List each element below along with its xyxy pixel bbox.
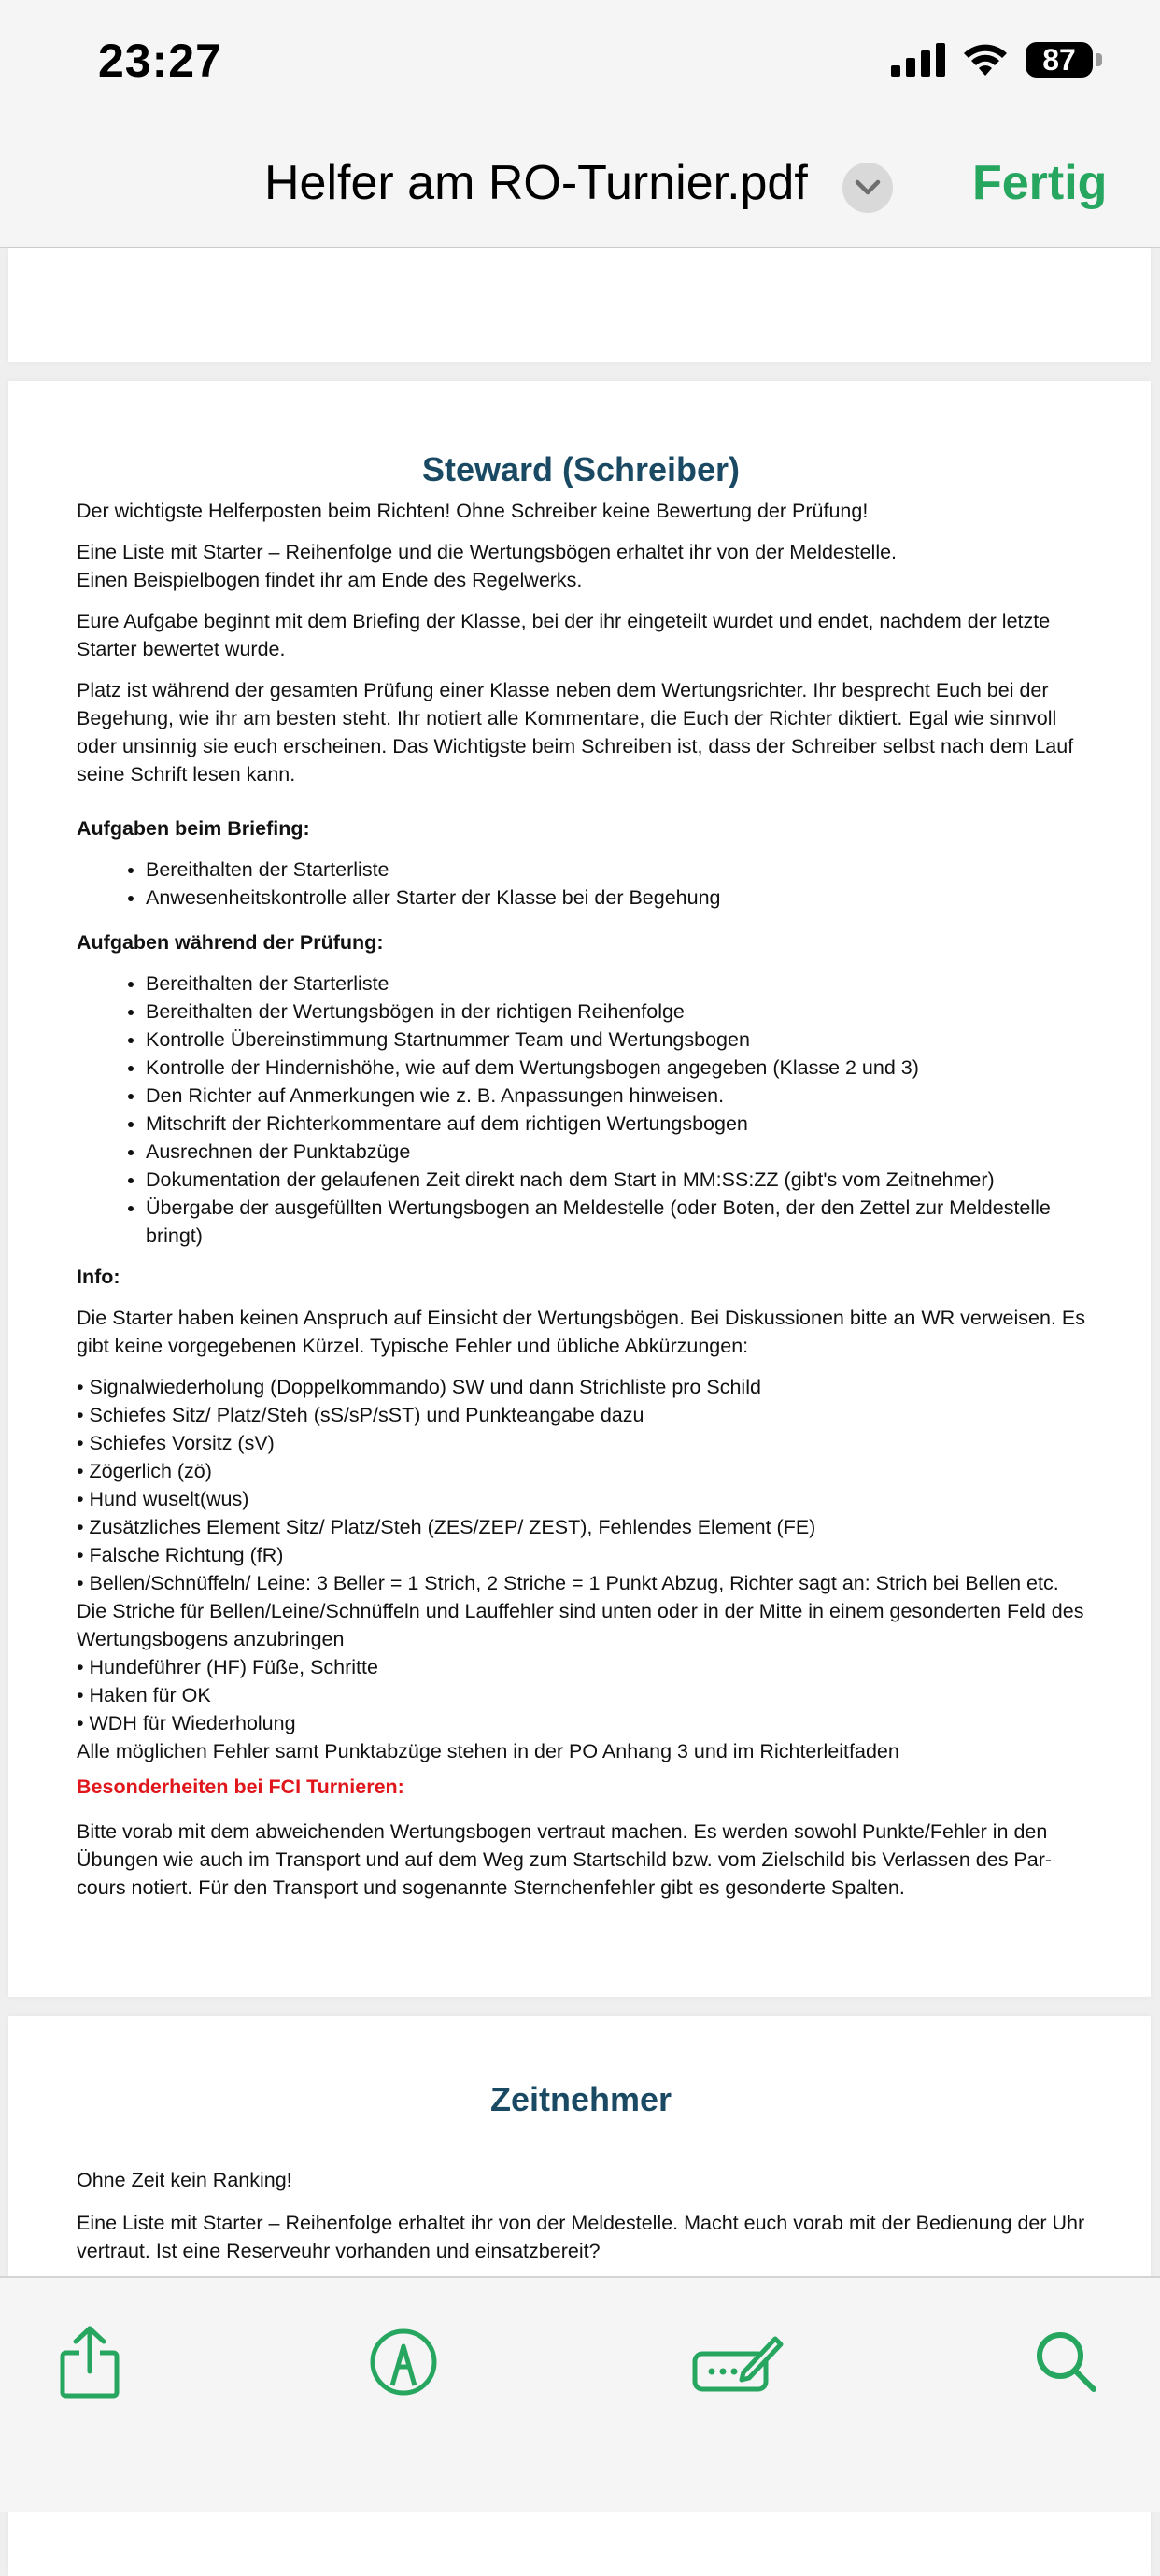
bottom-toolbar	[0, 2276, 1160, 2512]
section-heading: Steward (Schreiber)	[421, 450, 741, 488]
signature-icon	[691, 2329, 785, 2395]
subheading-info: Info:	[77, 1266, 120, 1288]
abbreviation-line: • Zögerlich (zö)	[77, 1460, 212, 1482]
fci-heading: Besonderheiten bei FCI Turnieren:	[77, 1776, 404, 1798]
page-content	[77, 450, 1085, 1915]
paragraph-line: Eine Liste mit Starter – Reihenfolge und die Wertungsbögen erhaltet ihr von der Meldestelle.	[77, 541, 898, 563]
pdf-page	[8, 381, 1151, 1997]
paragraph: Platz ist während der gesamten Prüfung einer Klasse neben dem Wertungsrichter. Ihr besprecht Euch bei der Begehung, wie ihr am besten steht. Ihr notiert alle Kommentare, die Euch der Richter diktiert. Egal wie sinnvoll oder unsinnig sie euch erscheinen. Das Wichtigste beim Schreiben ist, dass der Schreiber selbst nach dem Lauf seine Schrift lesen kann.	[77, 679, 1074, 786]
status-icons	[891, 41, 1102, 78]
page-content	[77, 2080, 1085, 2278]
list-item: • Anwesenheitskontrolle aller Starter der Klasse bei der Begehung	[146, 884, 1085, 912]
cellular-signal-icon	[891, 43, 945, 77]
navigation-bar	[0, 121, 1160, 248]
chevron-down-icon	[855, 179, 881, 196]
briefing-list	[77, 856, 1085, 912]
battery-level: 87	[1042, 42, 1076, 77]
abbreviation-line: • Haken für OK	[77, 1684, 211, 1706]
list-item: • Ausrechnen der Punktabzüge	[146, 1138, 1085, 1166]
abbreviation-line: • Hund wuselt(wus)	[77, 1488, 249, 1510]
subheading-briefing: Aufgaben beim Briefing:	[77, 817, 310, 840]
abbreviation-line: Alle möglichen Fehler samt Punktabzüge stehen in der PO Anhang 3 und im Richterleitfaden	[77, 1740, 899, 1762]
list-item: • Bereithalten der Starterliste	[146, 970, 1085, 998]
share-button[interactable]	[52, 2325, 127, 2399]
paragraph-line: Einen Beispielbogen findet ihr am Ende des Regelwerks.	[77, 569, 583, 591]
list-item: • Übergabe der ausgefüllten Wertungsbogen an Meldestelle (oder Boten, der den Zettel zur Meldestelle bringt)	[146, 1194, 1085, 1250]
abbreviation-line: • Schiefes Sitz/ Platz/Steh (sS/sP/sST) und Punkteangabe dazu	[77, 1404, 644, 1426]
status-time: 23:27	[98, 35, 222, 87]
abbreviation-line: • Falsche Richtung (fR)	[77, 1544, 284, 1566]
markup-button[interactable]	[366, 2325, 441, 2399]
status-bar	[0, 0, 1160, 121]
paragraph	[77, 538, 1085, 594]
abbreviation-line: • Hundeführer (HF) Füße, Schritte	[77, 1656, 378, 1678]
battery-cap	[1096, 53, 1102, 66]
abbreviation-line: • Bellen/Schnüffeln/ Leine: 3 Beller = 1 Strich, 2 Striche = 1 Punkt Abzug, Richter sagt an: Strich bei Bellen etc.	[77, 1572, 1059, 1594]
paragraph: Die Starter haben keinen Anspruch auf Einsicht der Wertungsbögen. Bei Diskussionen bitte an WR verweisen. Es gibt keine vorgegebenen Kürzel. Typische Fehler und übliche Abkürzungen:	[77, 1307, 1085, 1357]
abbreviation-line: • Schiefes Vorsitz (sV)	[77, 1432, 275, 1454]
list-item: • Den Richter auf Anmerkungen wie z. B. Anpassungen hinweisen.	[146, 1082, 1085, 1110]
abbreviation-line: • WDH für Wiederholung	[77, 1712, 296, 1734]
paragraph: Bitte vorab mit dem abweichenden Wertungsbogen vertraut machen. Es werden sowohl Punkte/Fehler in den Übungen wie auch im Transport und auf dem Weg zum Startschild bzw. vom Zielschild bis Verlassen des Par-cours notiert. Für den Transport und sogenannte Sternchenfehler gibt es gesonderte Spalten.	[77, 1820, 1053, 1899]
abbreviation-list	[77, 1373, 1085, 1765]
title-menu-button[interactable]	[842, 163, 893, 213]
list-item: • Dokumentation der gelaufenen Zeit direkt nach dem Start in MM:SS:ZZ (gibt's vom Zeitnehmer)	[146, 1166, 1085, 1194]
markup-pen-icon	[369, 2328, 438, 2397]
list-item: • Kontrolle Übereinstimmung Startnummer Team und Wertungsbogen	[146, 1026, 1085, 1054]
pdf-page-previous	[8, 248, 1151, 362]
abbreviation-line: • Zusätzliches Element Sitz/ Platz/Steh (ZES/ZEP/ ZEST), Fehlendes Element (FE)	[77, 1516, 816, 1538]
search-icon	[1034, 2329, 1099, 2395]
search-button[interactable]	[1029, 2325, 1104, 2399]
paragraph: Der wichtigste Helferposten beim Richten! Ohne Schreiber keine Bewertung der Prüfung!	[77, 500, 869, 522]
paragraph: Eure Aufgabe beginnt mit dem Briefing der Klasse, bei der ihr eingeteilt wurdet und endet, nachdem der letzte Starter bewertet wurde.	[77, 610, 1051, 660]
document-title[interactable]: Helfer am RO-Turnier.pdf	[264, 156, 808, 210]
paragraph: Eine Liste mit Starter – Reihenfolge erhaltet ihr von der Meldestelle. Macht euch vorab mit der Bedienung der Uhr vertraut. Ist eine Reserveuhr vorhanden und einsatzbereit?	[77, 2212, 1085, 2262]
battery-icon	[1026, 42, 1093, 78]
wifi-icon	[962, 42, 1009, 78]
list-item: • Mitschrift der Richterkommentare auf dem richtigen Wertungsbogen	[146, 1110, 1085, 1138]
abbreviation-line: • Signalwiederholung (Doppelkommando) SW und dann Strichliste pro Schild	[77, 1376, 761, 1398]
subheading-exam: Aufgaben während der Prüfung:	[77, 931, 384, 954]
list-item: • Bereithalten der Wertungsbögen in der richtigen Reihenfolge	[146, 998, 1085, 1026]
sign-button[interactable]	[691, 2325, 785, 2399]
list-item: • Bereithalten der Starterliste	[146, 856, 1085, 884]
section-heading: Zeitnehmer	[489, 2080, 672, 2118]
abbreviation-line: Die Striche für Bellen/Leine/Schnüffeln und Lauffehler sind unten oder in der Mitte in einem gesonderten Feld des Wertungsbogens anzubringen	[77, 1600, 1084, 1650]
list-item: • Kontrolle der Hindernishöhe, wie auf dem Wertungsbogen angegeben (Klasse 2 und 3)	[146, 1054, 1085, 1082]
share-icon	[57, 2325, 122, 2399]
exam-task-list	[77, 970, 1085, 1250]
done-button[interactable]: Fertig	[972, 156, 1108, 210]
paragraph: Ohne Zeit kein Ranking!	[77, 2169, 292, 2191]
